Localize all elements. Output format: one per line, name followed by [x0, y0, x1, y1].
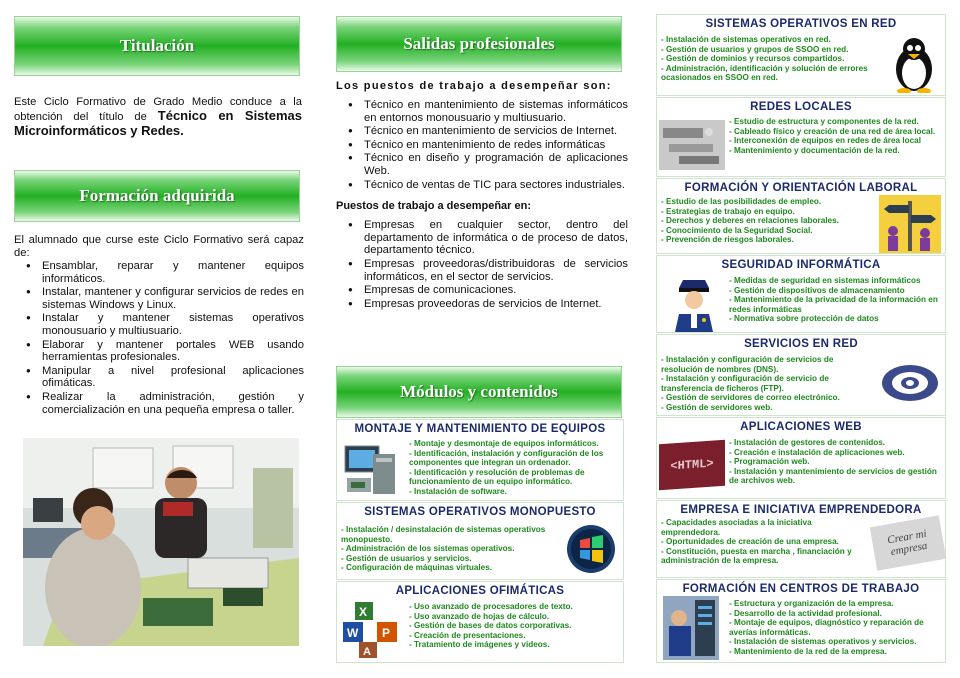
- module-line: - Instalación de software.: [409, 486, 507, 496]
- banner-title: Salidas profesionales: [403, 34, 555, 53]
- list-item: ● Empresas de comunicaciones.: [336, 284, 628, 297]
- svg-text:X: X: [359, 605, 368, 619]
- module-line: - Capacidades asociadas a la iniciativa emprendedora.: [661, 518, 812, 537]
- module-lines: [729, 438, 943, 486]
- module-so-red: [656, 14, 946, 96]
- list-item: ● Ensamblar, reparar y mantener equipos informáticos.: [14, 260, 304, 285]
- module-line: - Uso avanzado de procesadores de texto.: [409, 602, 573, 611]
- module-lines: [661, 355, 875, 413]
- module-line: - Creación de presentaciones.: [409, 630, 526, 640]
- module-line: - Estrategias de trabajo en equipo.: [661, 206, 795, 216]
- list-item: ● Elaborar y mantener portales WEB usando herramientas profesionales.: [14, 339, 304, 364]
- module-line: - Estructura y organización de la empresa.: [729, 599, 894, 608]
- module-line: - Instalación de sistemas operativos y servicios.: [729, 637, 917, 647]
- module-line: - Constitución, puesta en marcha , financiación y administración de la empresa.: [661, 546, 852, 566]
- office-apps-icon: [341, 600, 403, 665]
- module-redes-locales: [656, 97, 946, 177]
- module-line: - Instalación y mantenimiento de servicios de gestión de archivos web.: [729, 466, 937, 486]
- banner-title: Módulos y contenidos: [400, 382, 558, 401]
- list-item: ● Técnico en diseño y programación de aplicaciones Web.: [336, 152, 628, 177]
- intro-paragraph: [14, 96, 302, 139]
- module-lines: [661, 35, 881, 83]
- module-title: FORMACIÓN EN CENTROS DE TRABAJO: [682, 583, 920, 595]
- module-line: - Gestión de dispositivos de almacenamiento: [729, 285, 905, 295]
- module-lines: [661, 197, 879, 245]
- windows-logo-icon: [565, 523, 617, 580]
- list-item: ● Técnico en mantenimiento de sistemas informáticos en entornos monousuario y multiusuario.: [336, 99, 628, 124]
- list-item: ● Manipular a nivel profesional aplicaciones ofimáticas.: [14, 365, 304, 390]
- svg-text:W: W: [347, 626, 359, 640]
- banner-titulacion: [14, 16, 300, 76]
- module-lines: [409, 439, 621, 497]
- module-line: - Gestión de servidores web.: [661, 402, 773, 412]
- list-item: ● Empresas en cualquier sector, dentro del departamento de informática o de proceso de datos, departamento técnico.: [336, 219, 628, 257]
- module-line: - Uso avanzado de hojas de cálculo.: [409, 611, 550, 621]
- module-lines: [409, 602, 621, 650]
- module-line: - Estudio de estructura y componentes de la red.: [729, 117, 919, 126]
- module-line: - Gestión de servidores de correo electrónico.: [661, 393, 840, 403]
- list-item: ● Técnico en mantenimiento de redes informáticas: [336, 139, 628, 152]
- module-line: - Gestión de usuarios y grupos de SSOO en red.: [661, 44, 849, 54]
- module-line: - Administración de los sistemas operativos.: [341, 544, 515, 554]
- signpost-people-icon: [879, 195, 941, 258]
- banner-salidas: [336, 16, 622, 72]
- banner-title: Titulación: [119, 36, 195, 55]
- module-line: - Derechos y deberes en relaciones laborales.: [661, 216, 839, 226]
- module-so-monopuesto: [336, 502, 624, 580]
- module-line: - Normativa sobre protección de datos: [729, 314, 879, 324]
- module-line: - Oportunidades de creación de una empresa.: [661, 537, 839, 547]
- puestos2-list: [336, 219, 628, 310]
- list-item: ● Instalar, mantener y configurar servicios de redes en sistemas Windows y Linux.: [14, 286, 304, 311]
- banner-modulos: [336, 366, 622, 418]
- module-title: SEGURIDAD INFORMÁTICA: [721, 259, 881, 271]
- module-lines: [729, 599, 943, 657]
- module-line: - Gestión de bases de datos corporativas.: [409, 621, 572, 631]
- module-line: - Cableado físico y creación de una red de área local.: [729, 126, 936, 136]
- module-line: - Tratamiento de imágenes y vídeos.: [409, 640, 550, 650]
- module-fct: [656, 579, 946, 663]
- crear-empresa-keyboard-icon: [870, 515, 947, 570]
- module-line: - Configuración de máquinas virtuales.: [341, 563, 493, 573]
- html-tag-text: <HTML>: [670, 456, 714, 474]
- list-item: ● Instalar y mantener sistemas operativos monousuario y multiusuario.: [14, 312, 304, 337]
- module-empresa: [656, 500, 946, 578]
- module-lines: [729, 276, 943, 324]
- computer-hardware-icon: [341, 440, 403, 503]
- module-line: - Mantenimiento de la privacidad de la información en redes informáticas: [729, 295, 938, 314]
- security-guard-icon: [669, 276, 719, 337]
- banner-formacion: [14, 170, 300, 222]
- classroom-photo: [23, 438, 299, 646]
- module-title: APLICACIONES WEB: [740, 421, 862, 433]
- list-item: ● Técnico de ventas de TIC para sectores industriales.: [336, 179, 628, 192]
- crear-empresa-text: Crear mi empresa: [886, 527, 929, 559]
- svg-text:P: P: [382, 626, 391, 640]
- svg-text:A: A: [363, 646, 371, 658]
- intro-text: Este Ciclo Formativo de Grado Medio conduce a la obtención del título de: [14, 96, 302, 123]
- banner-title: Formación adquirida: [79, 186, 235, 205]
- module-line: - Identificación, instalación y configuración de los componentes que integran un ordenador.: [409, 448, 604, 468]
- module-line: - Administración, identificación y solución de errores ocasionados en SSOO en red.: [661, 63, 868, 83]
- module-line: - Montaje y desmontaje de equipos informáticos.: [409, 439, 599, 448]
- at-sign-icon: [879, 359, 941, 412]
- module-title: SISTEMAS OPERATIVOS MONOPUESTO: [364, 506, 596, 518]
- module-line: - Estudio de las posibilidades de empleo.: [661, 197, 822, 206]
- module-fol: [656, 178, 946, 254]
- module-line: - Prevención de riesgos laborales.: [661, 235, 794, 245]
- module-servicios-red: [656, 334, 946, 416]
- list-item: ● Técnico en mantenimiento de servicios de Internet.: [336, 125, 628, 138]
- module-line: - Instalación y configuración de servicio de transferencia de ficheros (FTP).: [661, 374, 829, 393]
- module-line: - Instalación de sistemas operativos en red.: [661, 35, 831, 44]
- module-line: - Medidas de seguridad en sistemas informáticos: [729, 276, 921, 285]
- module-title: EMPRESA E INICIATIVA EMPRENDEDORA: [680, 504, 922, 516]
- linux-penguin-icon: [889, 35, 939, 98]
- module-title: REDES LOCALES: [750, 101, 852, 113]
- puestos-title: Los puestos de trabajo a desempeñar son:: [336, 80, 612, 92]
- module-ofimaticas: [336, 581, 624, 663]
- formacion-list: [14, 260, 304, 416]
- module-line: - Mantenimiento y documentación de la red.: [729, 145, 900, 155]
- html-code-icon: [659, 440, 725, 491]
- module-aplicaciones-web: [656, 417, 946, 499]
- puestos-list: [336, 99, 628, 191]
- module-lines: [661, 518, 869, 566]
- salidas-block: [336, 80, 628, 311]
- module-line: - Gestión de dominios y recursos compartidos.: [661, 54, 845, 64]
- network-cables-icon: [659, 120, 725, 175]
- module-title: SERVICIOS EN RED: [744, 338, 858, 350]
- module-line: - Identificación y resolución de problemas de funcionamiento de un equipo informático.: [409, 467, 585, 487]
- module-title: APLICACIONES OFIMÁTICAS: [395, 585, 565, 597]
- module-line: - Montaje de equipos, diagnóstico y reparación de averías informáticas.: [729, 618, 924, 637]
- module-line: - Instalación y configuración de servicios de resolución de nombres (DNS).: [661, 355, 834, 374]
- module-line: - Desarrollo de la actividad profesional.: [729, 608, 882, 618]
- module-line: - Instalación / desinstalación de sistemas operativos monopuesto.: [341, 525, 546, 544]
- title-degree: Técnico en Sistemas Microinformáticos y Redes.: [14, 108, 302, 138]
- module-line: - Conocimiento de la Seguridad Social.: [661, 225, 813, 235]
- technician-server-icon: [663, 596, 719, 665]
- module-title: FORMACIÓN Y ORIENTACIÓN LABORAL: [684, 182, 918, 194]
- list-item: ● Realizar la administración, gestión y comercialización en una pequeña empresa o taller.: [14, 391, 304, 416]
- module-lines: [341, 525, 563, 573]
- module-line: - Gestión de usuarios y servicios.: [341, 553, 472, 563]
- list-item: ● Empresas proveedoras de servicios de Internet.: [336, 298, 628, 311]
- module-line: - Mantenimiento de la red de la empresa.: [729, 646, 887, 656]
- module-line: - Instalación de gestores de contenidos.: [729, 438, 886, 447]
- module-seguridad: [656, 255, 946, 333]
- module-title: MONTAJE Y MANTENIMIENTO DE EQUIPOS: [354, 423, 606, 435]
- puestos2-title: Puestos de trabajo a desempeñar en:: [336, 200, 532, 213]
- formacion-block: [14, 234, 304, 417]
- formacion-intro: El alumnado que curse este Ciclo Formativo será capaz de:: [14, 234, 304, 259]
- module-line: - Creación e instalación de aplicaciones web.: [729, 447, 905, 457]
- module-montaje: [336, 419, 624, 501]
- list-item: ● Empresas proveedoras/distribuidoras de servicios informáticos, en el sector de servicios.: [336, 258, 628, 283]
- module-line: - Interconexión de equipos en redes de área local: [729, 136, 922, 146]
- module-line: - Programación web.: [729, 457, 810, 467]
- module-lines: [729, 117, 943, 155]
- module-title: SISTEMAS OPERATIVOS EN RED: [705, 18, 897, 30]
